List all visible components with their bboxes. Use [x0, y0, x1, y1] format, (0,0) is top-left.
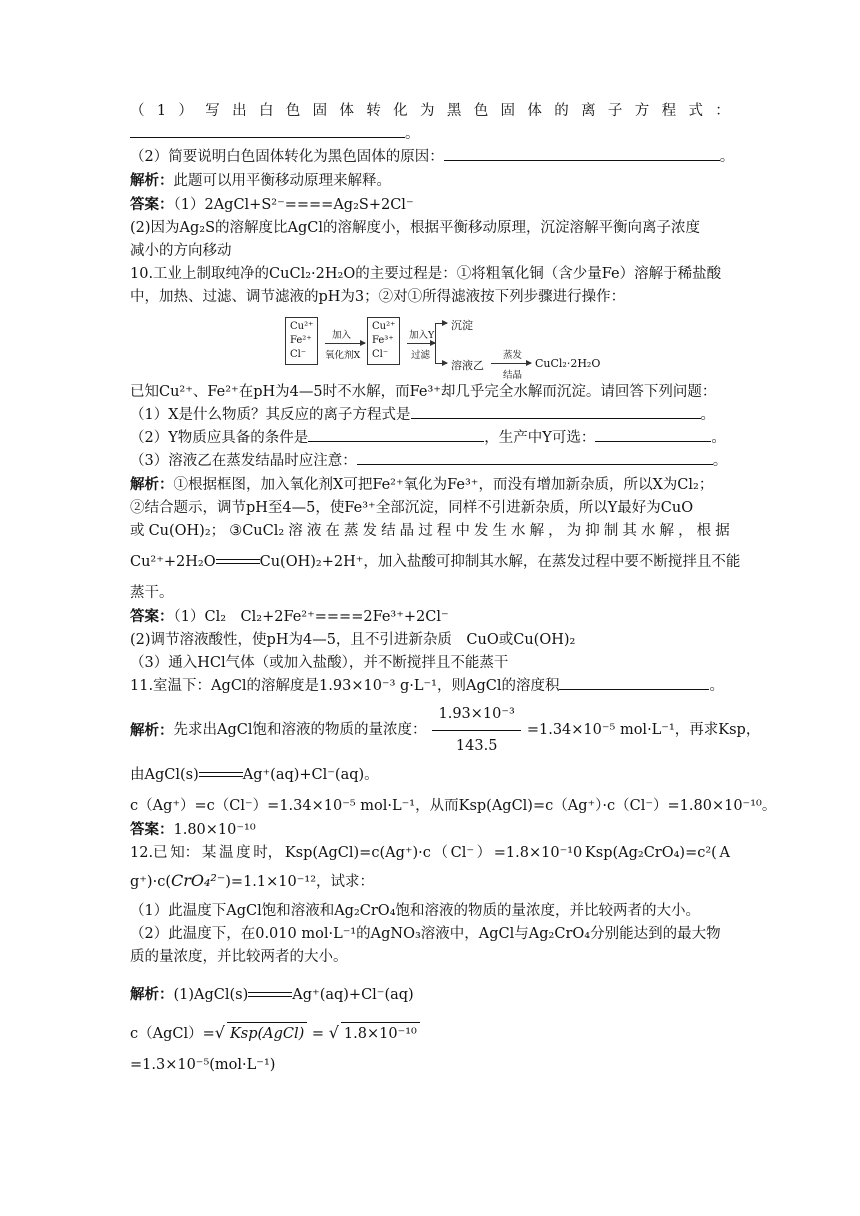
q10-question2: （2）Y物质应具备的条件是 ，生产中Y可选： 。: [130, 427, 730, 450]
spread-char: 色: [285, 103, 301, 119]
spread-char: 过: [418, 523, 433, 539]
process-flow-diagram: [285, 317, 730, 381]
q12-analysis: 解析：(1)AgCl(s) Ag⁺(aq)+Cl⁻(aq): [130, 986, 414, 1003]
spread-char: 的: [554, 103, 569, 119]
flow-box-oxidized: Cu²⁺ Fe³⁺ Cl⁻: [367, 317, 400, 365]
spread-char: 体: [527, 103, 542, 119]
flow-solution-b: 溶液乙: [451, 359, 484, 372]
spread-char: 化: [393, 103, 408, 119]
flow-step1-sublabel: 氧化剂X: [325, 350, 361, 361]
flow-step2-sublabel: 过滤: [411, 350, 431, 361]
spread-char: 为: [566, 523, 582, 539]
equilibrium-arrow: [199, 770, 243, 780]
spread-char: 色: [473, 103, 489, 119]
q12-question2: （2）此温度下，在0.010 mol·L⁻¹的AgNO₃溶液中，AgCl与Ag₂CrO₄分别能达到的最大物: [130, 926, 721, 942]
spread-char: 发: [362, 523, 378, 539]
spread-char: 转: [366, 103, 381, 119]
spread-char: 出: [232, 103, 247, 119]
spread-char: 或: [130, 523, 145, 539]
spread-char: ）: [476, 845, 492, 861]
q11-calc: c（Ag⁺）=c（Cl⁻）=1.34×10⁻⁵ mol·L⁻¹，从而Ksp(AgCl)=c（Ag⁺）·c（Cl⁻）=1.80×10⁻¹⁰。: [130, 798, 777, 814]
q10-analysis-3: [130, 520, 730, 543]
spread-char: 温: [218, 845, 234, 861]
q9-answer2: (2)因为Ag₂S的溶解度比AgCl的溶解度小，根据平衡移动原理，沉淀溶解平衡向离子浓度: [130, 220, 701, 236]
spread-char: 式: [688, 103, 703, 119]
spread-char: ：: [715, 103, 730, 119]
equilibrium-arrow: [248, 990, 292, 1000]
answer-blank[interactable]: [357, 450, 713, 465]
spread-char: 子: [607, 103, 623, 119]
spread-char: 溶: [288, 523, 303, 539]
spread-char: 中: [455, 523, 470, 539]
q10-question1: （1）X是什么物质？其反应的离子方程式是 。: [130, 404, 730, 427]
flow-arrow: [407, 343, 435, 344]
spread-char: 为: [420, 103, 435, 119]
spread-char: 白: [258, 103, 274, 119]
flow-arrow: [435, 363, 447, 364]
answer-blank[interactable]: [130, 123, 405, 138]
q12-calc: c（AgCl）=√ Ksp(AgCl) = √ 1.8×10⁻¹⁰: [130, 1021, 730, 1046]
q10-answer-3: （3）通入HCl气体（或加入盐酸），并不断搅拌且不能蒸干: [130, 655, 509, 671]
flow-step1-label: 加入: [332, 330, 352, 341]
q10-analysis: 解析：①根据框图，加入氧化剂X可把Fe²⁺氧化为Fe³⁺，而没有增加新杂质，所以X为Cl₂；: [130, 476, 714, 493]
q10-question3: （3）溶液乙在蒸发结晶时应注意： 。: [130, 450, 730, 473]
spread-char: 蒸: [343, 523, 359, 539]
spread-char: Cl⁻: [450, 845, 475, 861]
q10-answer: 答案：（1）Cl₂ Cl₂+2Fe²⁺====2Fe³⁺+2Cl⁻: [130, 608, 449, 625]
spread-char: 水: [640, 523, 656, 539]
spread-char: （: [130, 103, 145, 119]
q10-stem-cont: 中，加热、过滤、调节滤液的pH为3；②对①所得滤液按下列步骤进行操作：: [130, 289, 626, 305]
q10-answer-2: (2)调节溶液酸性，使pH为4—5，且不引进新杂质 CuO或Cu(OH)₂: [130, 632, 576, 648]
spread-char: 方: [634, 103, 650, 119]
spread-char: 12.已: [130, 845, 168, 861]
q11-analysis: 解析： 先求出AgCl饱和溶液的物质的量浓度： $\frac{\text{1.93×10⁻³}}{143.5}$ =1.34×10⁻⁵ mol·L⁻¹，再求Ksp，: [130, 708, 730, 752]
q12-question1: （1）此温度下AgCl饱和溶液和Ag₂CrO₄饱和溶液的物质的量浓度，并比较两者的大小。: [130, 903, 700, 919]
q9-part1-line: [130, 100, 730, 123]
q10-known: 已知Cu²⁺、Fe²⁺在pH为4—5时不水解，而Fe³⁺却几乎完全水解而沉淀。请回答下列问题：: [130, 384, 717, 400]
spread-char: 固: [312, 103, 328, 119]
spread-char: 在: [325, 523, 340, 539]
spread-char: 制: [603, 523, 619, 539]
q11-stem: 11.室温下：AgCl的溶解度是1.93×10⁻³ g·L⁻¹，则AgCl的溶度积 。: [130, 675, 730, 698]
q9-answer: 答案：（1）2AgCl+S²⁻====Ag₂S+2Cl⁻: [130, 196, 414, 213]
flow-branch-line: [435, 323, 436, 363]
spread-char: Cu(OH)₂；: [148, 523, 226, 539]
spread-char: 1: [156, 103, 167, 119]
spread-char: （: [433, 845, 449, 861]
flow-arrow: [435, 323, 447, 324]
spread-char: 解: [529, 523, 545, 539]
spread-char: 程: [436, 523, 452, 539]
answer-blank[interactable]: [411, 404, 701, 419]
q9-part2: （2）简要说明白色固体转化为黑色固体的原因： 。: [130, 146, 730, 169]
spread-char: 抑: [585, 523, 600, 539]
spread-char: Ksp(AgCl)=c(Ag⁺)·c: [284, 845, 431, 861]
spread-char: 固: [500, 103, 516, 119]
spread-char: 知：: [170, 845, 200, 861]
spread-char: 发: [473, 523, 489, 539]
q11-answer: 答案：1.80×10⁻¹⁰: [130, 821, 256, 838]
spread-char: 程: [661, 103, 677, 119]
spread-char: 某: [201, 845, 217, 861]
document-page: [130, 100, 777, 1077]
q9-analysis: 解析：此题可以用平衡移动原理来解释。: [130, 172, 391, 189]
spread-char: 时，: [253, 845, 283, 861]
spread-char: 结: [381, 523, 396, 539]
q12-result: =1.3×10⁻⁵(mol·L⁻¹): [130, 1057, 276, 1073]
answer-blank[interactable]: [308, 427, 484, 442]
q9-part1-blank-line: 。: [130, 123, 730, 146]
q10-analysis-4: Cu²⁺+2H₂O Cu(OH)₂+2H⁺，加入盐酸可抑制其水解，在蒸发过程中要不断搅拌且不能: [130, 554, 741, 570]
spread-char: ）: [178, 103, 193, 119]
equilibrium-arrow: [216, 557, 260, 567]
flow-step3-sublabel: 结晶: [503, 370, 523, 381]
flow-arrow: [491, 363, 531, 364]
spread-char: 离: [581, 103, 596, 119]
spread-char: Ksp(Ag₂CrO₄)=c²(: [584, 845, 717, 861]
flow-step2-label: 加入Y: [409, 330, 435, 341]
answer-blank[interactable]: [595, 427, 711, 442]
spread-char: A: [719, 845, 730, 861]
spread-char: ③CuCl₂: [229, 523, 285, 539]
flow-box-initial: Cu²⁺ Fe²⁺ Cl⁻: [285, 317, 318, 365]
fraction: $\frac{\text{1.93×10⁻³}}{143.5}$: [432, 703, 520, 758]
q12-stem-cont: g⁺)·c(CrO₄²⁻)=1.1×10⁻¹²，试求：: [130, 871, 375, 890]
spread-char: 黑: [446, 103, 462, 119]
q10-analysis-5: 蒸干。: [130, 585, 174, 601]
q10-analysis-2: ②结合题示，调节pH至4—5，使Fe³⁺全部沉淀，同样不引进新杂质，所以Y最好为CuO: [130, 500, 694, 516]
answer-blank[interactable]: [559, 675, 709, 690]
q9-answer2-cont: 减小的方向移动: [130, 243, 232, 259]
spread-char: 据: [715, 523, 730, 539]
q11-equilibrium: 由AgCl(s) Ag⁺(aq)+Cl⁻(aq)。: [130, 767, 379, 783]
flow-product: CuCl₂·2H₂O: [535, 357, 601, 370]
flow-precipitate: 沉淀: [451, 319, 473, 332]
spread-char: 其: [622, 523, 637, 539]
spread-char: 晶: [399, 523, 415, 539]
spread-char: 生: [492, 523, 507, 539]
spread-char: 解: [659, 523, 675, 539]
spread-char: =1.8×10⁻¹0: [493, 845, 583, 861]
q12-question2-cont: 质的量浓度，并比较两者的大小。: [130, 949, 348, 965]
spread-char: 体: [339, 103, 354, 119]
spread-char: ，: [548, 523, 563, 539]
spread-char: ，: [678, 523, 693, 539]
q12-stem: [130, 842, 730, 865]
flow-step3-label: 蒸发: [503, 350, 523, 361]
answer-blank[interactable]: [444, 146, 720, 161]
q10-stem: 10.工业上制取纯净的CuCl₂·2H₂O的主要过程是：①将粗氧化铜（含少量Fe）溶解于稀盐酸: [130, 266, 722, 282]
spread-char: 液: [306, 523, 322, 539]
spread-char: 度: [236, 845, 251, 861]
spread-char: 根: [696, 523, 712, 539]
spread-char: 写: [205, 103, 220, 119]
spread-char: 水: [511, 523, 526, 539]
flow-arrow: [325, 343, 365, 344]
